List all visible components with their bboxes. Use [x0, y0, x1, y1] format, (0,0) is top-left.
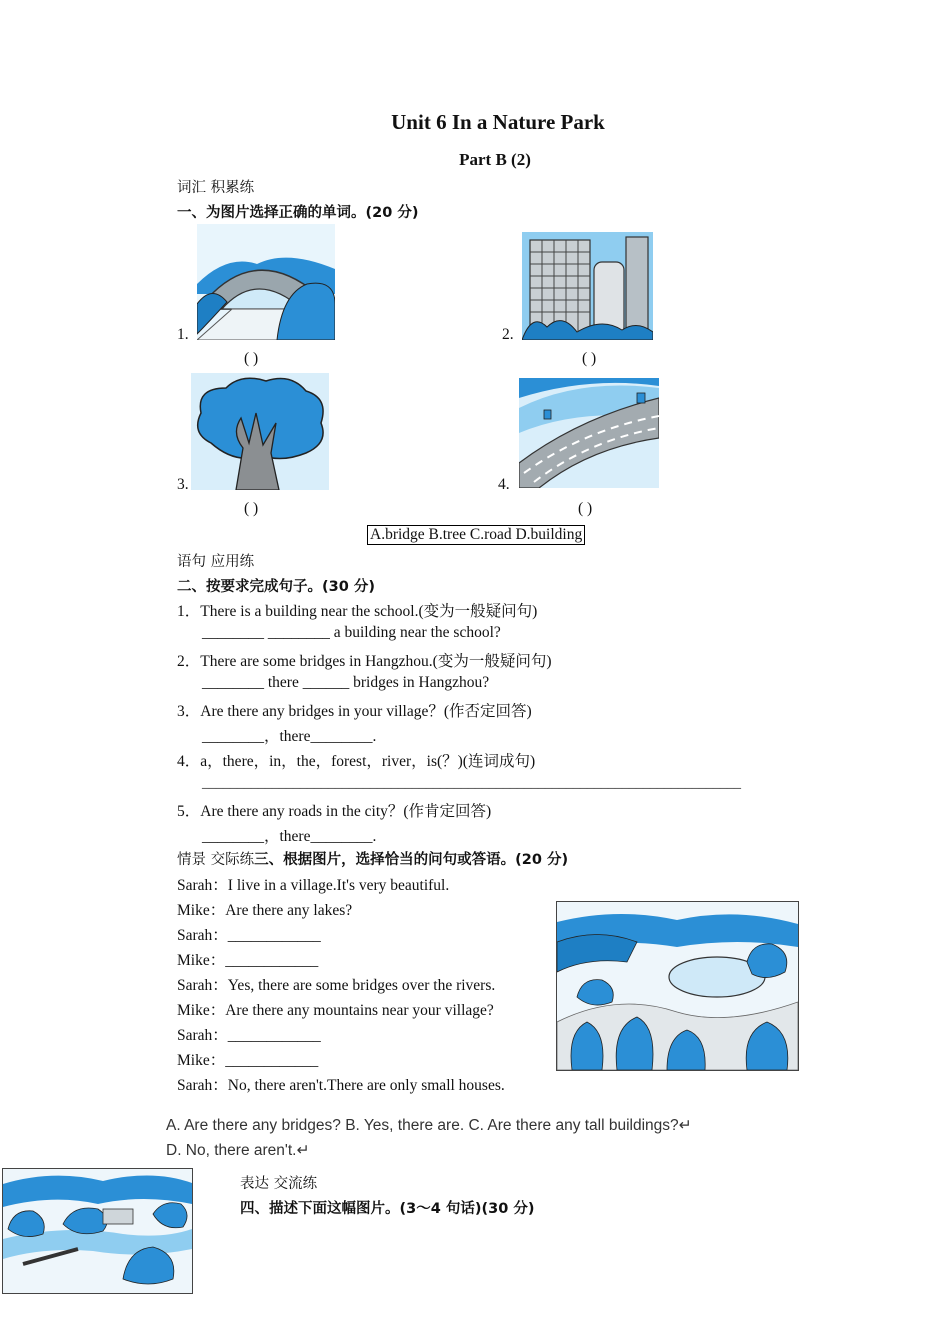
answer-5[interactable]: ________，there________. [202, 828, 377, 845]
question-3: 3．Are there any bridges in your village？(作否定回答) [177, 703, 532, 720]
dialogue-line-7[interactable]: Sarah：____________ [177, 1027, 321, 1044]
section3-heading: 三、根据图片，选择恰当的问句或答语。(20 分) [254, 852, 569, 868]
answer-2[interactable]: ________ there ______ bridges in Hangzhou? [202, 674, 490, 691]
village-picture [556, 901, 799, 1071]
scenery-picture [2, 1168, 193, 1294]
question-4: 4．a，there，in，the，forest，river，is(？)(连词成句) [177, 753, 536, 770]
dialogue-line-3[interactable]: Sarah：____________ [177, 927, 321, 944]
item2-answer-paren[interactable]: ( ) [582, 350, 597, 367]
item4-number: 4. [498, 476, 510, 493]
section1-tag: 词汇 积累练 [177, 180, 255, 196]
dialogue-line-9: Sarah：No, there aren't.There are only small houses. [177, 1077, 505, 1094]
item1-number: 1. [177, 326, 189, 343]
question-2: 2．There are some bridges in Hangzhou.(变为一般疑问句) [177, 653, 552, 670]
building-picture [522, 232, 653, 340]
answer-4[interactable]: _____________________________________________________________________________ [202, 776, 741, 791]
dialogue-line-8[interactable]: Mike：____________ [177, 1052, 319, 1069]
tree-picture [191, 373, 329, 490]
section1-heading: 一、为图片选择正确的单词。(20 分) [177, 205, 419, 221]
dialogue-line-4[interactable]: Mike：____________ [177, 952, 319, 969]
section2-tag: 语句 应用练 [177, 554, 255, 570]
choices-line-1: A. Are there any bridges? B. Yes, there are. C. Are there any tall buildings?↵ [166, 1117, 692, 1134]
section4-heading: 四、描述下面这幅图片。(3～4 句话)(30 分) [240, 1201, 535, 1217]
bridge-picture [197, 224, 335, 340]
dialogue-line-6: Mike：Are there any mountains near your village? [177, 1002, 494, 1019]
dialogue-line-1: Sarah：I live in a village.It's very beautiful. [177, 877, 450, 894]
section3-tag: 情景 交际练 [177, 852, 255, 868]
road-picture [519, 378, 659, 488]
dialogue-line-2: Mike：Are there any lakes? [177, 902, 353, 919]
word-bank: A.bridge B.tree C.road D.building [367, 525, 585, 545]
question-1: 1．There is a building near the school.(变为一般疑问句) [177, 603, 538, 620]
item3-number: 3. [177, 476, 189, 493]
item3-answer-paren[interactable]: ( ) [244, 500, 259, 517]
page-title: Unit 6 In a Nature Park [391, 110, 605, 134]
page-subtitle: Part B (2) [459, 150, 531, 169]
item4-answer-paren[interactable]: ( ) [578, 500, 593, 517]
item1-answer-paren[interactable]: ( ) [244, 350, 259, 367]
question-5: 5．Are there any roads in the city？(作肯定回答) [177, 803, 492, 820]
choices-line-2: D. No, there aren't.↵ [166, 1142, 310, 1159]
answer-3[interactable]: ________，there________. [202, 728, 377, 745]
section3-title-row [177, 848, 568, 869]
section2-heading: 二、按要求完成句子。(30 分) [177, 579, 375, 595]
answer-1[interactable]: ________ ________ a building near the school? [202, 624, 501, 641]
section4-tag: 表达 交流练 [240, 1176, 318, 1192]
dialogue-line-5: Sarah：Yes, there are some bridges over the rivers. [177, 977, 496, 994]
item2-number: 2. [502, 326, 514, 343]
